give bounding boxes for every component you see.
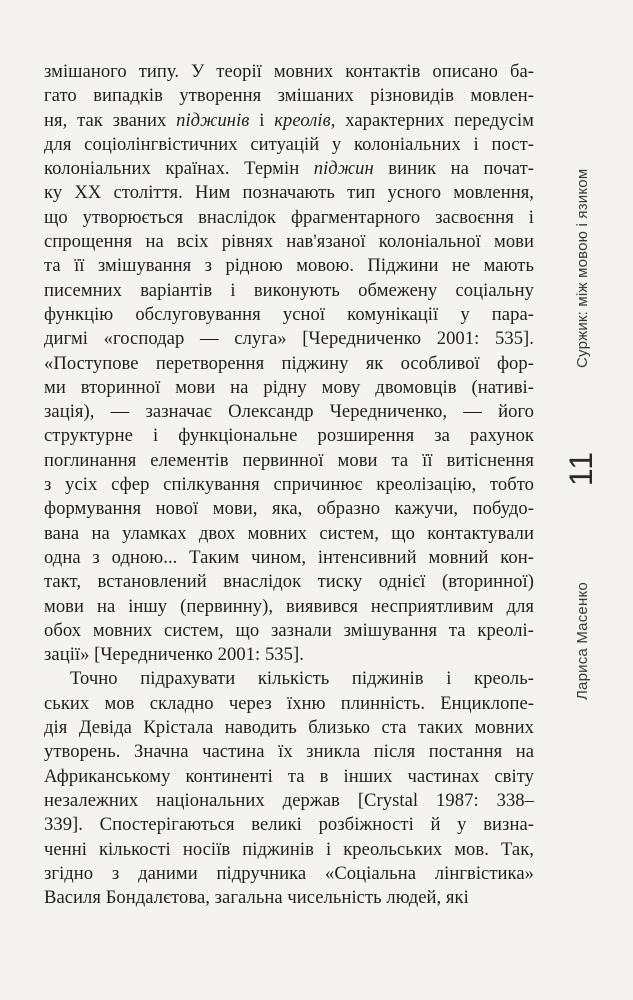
text-run: для соціолінгвістичних ситуацій у колоніальних і пост-	[44, 133, 534, 155]
text-run: «Поступове перетворення піджину як особливої фор-	[44, 352, 534, 374]
text-line	[44, 473, 534, 497]
text-line	[44, 157, 534, 181]
page-number: 11	[563, 450, 600, 487]
text-line	[44, 352, 534, 376]
text-line	[44, 886, 534, 910]
italic-term: піджин	[313, 158, 374, 180]
text-line	[44, 279, 534, 303]
text-run: обох мовних систем, що зазнали змішування та креолі-	[44, 619, 534, 641]
text-line	[44, 109, 534, 133]
text-line	[44, 692, 534, 716]
text-run: зації» [Чередниченко 2001: 535].	[44, 644, 304, 666]
paragraph	[44, 667, 534, 910]
text-line	[44, 230, 534, 254]
text-line	[44, 740, 534, 764]
text-run: ку XX століття. Ним позначають тип усного мовлення,	[44, 182, 534, 204]
text-run: дигмі «господар — слуга» [Чередниченко 2001: 535].	[44, 328, 534, 350]
text-run: одна з одною... Таким чином, інтенсивний мовний кон-	[44, 546, 534, 568]
text-run: поглинання елементів первинної мови та її витіснення	[44, 449, 534, 471]
text-run: та її змішування з рідною мовою. Піджини не мають	[44, 255, 534, 277]
italic-term: креолів	[274, 109, 331, 131]
text-line	[44, 254, 534, 278]
text-line	[44, 60, 534, 84]
text-line	[44, 133, 534, 157]
text-line	[44, 497, 534, 521]
text-line	[44, 449, 534, 473]
paragraph	[44, 60, 534, 667]
text-run: функцію обслуговування усної комунікації у пара-	[44, 303, 534, 325]
text-line	[44, 667, 534, 691]
text-line	[44, 546, 534, 570]
text-line	[44, 862, 534, 886]
text-run: дія Девіда Крістала наводить близько ста таких мовних	[44, 717, 534, 739]
text-run: що утворюється внаслідок фрагментарного засвоєння і	[44, 206, 534, 228]
italic-term: піджинів	[176, 109, 250, 131]
text-run: спрощення на всіх рівнях нав'язаної колоніальної мови	[44, 231, 534, 253]
text-line	[44, 643, 534, 667]
text-line	[44, 400, 534, 424]
text-run: структурне і функціональне розширення за рахунок	[44, 425, 534, 447]
text-run: 339]. Спостерігаються великі розбіжності й у визна-	[44, 814, 534, 836]
text-run: ми вторинної мови на рідну мову двомовців (нативі-	[44, 376, 534, 398]
text-run: ченні кількості носіїв піджинів і креольських мов. Так,	[44, 838, 534, 860]
author-name: Лариса Масенко	[574, 582, 591, 700]
text-run: , характерних передусім	[330, 109, 534, 131]
text-line	[44, 838, 534, 862]
text-line	[44, 570, 534, 594]
page-number-box	[563, 430, 604, 510]
text-run: незалежних національних держав [Crystal 1987: 338–	[44, 789, 534, 811]
text-run: писемних варіантів і виконують обмежену соціальну	[44, 279, 534, 301]
text-line	[44, 595, 534, 619]
text-run: Африканському континенті та в інших частинах світу	[44, 765, 534, 787]
text-line	[44, 327, 534, 351]
book-title: Суржик: між мовою і язиком	[574, 168, 591, 368]
text-line	[44, 84, 534, 108]
text-run: змішаного типу. У теорії мовних контактів описано ба-	[44, 61, 534, 82]
text-line	[44, 716, 534, 740]
text-line	[44, 789, 534, 813]
text-run: і	[249, 109, 275, 131]
body-text	[44, 60, 534, 910]
text-line	[44, 619, 534, 643]
text-run: утворень. Значна частина їх зникла після постання на	[44, 741, 534, 763]
text-line	[44, 181, 534, 205]
text-run: колоніальних країнах. Термін	[44, 158, 314, 180]
text-run: згідно з даними підручника «Соціальна лінгвістика»	[44, 862, 534, 884]
text-line	[44, 303, 534, 327]
text-run: Точно підрахувати кількість піджинів і креоль-	[70, 668, 534, 690]
text-run: мови на іншу (первинну), виявився несприятливим для	[44, 595, 534, 617]
text-line	[44, 522, 534, 546]
text-run: ських мов складно через їхню плинність. Енциклопе-	[44, 692, 534, 714]
text-line	[44, 813, 534, 837]
text-line	[44, 376, 534, 400]
text-line	[44, 424, 534, 448]
text-run: Василя Бондалєтова, загальна чисельність людей, які	[44, 887, 469, 909]
text-run: з усіх сфер спілкування спричинює креолізацію, тобто	[44, 474, 534, 496]
text-run: такт, встановлений внаслідок тиску однієї (вторинної)	[44, 571, 534, 593]
text-line	[44, 206, 534, 230]
text-run: вана на уламках двох мовних систем, що контактували	[44, 522, 534, 544]
text-run: ня, так званих	[44, 109, 177, 131]
text-run: формування нової мови, яка, образно кажучи, побудо-	[44, 498, 534, 520]
text-run: виник на почат-	[373, 158, 534, 180]
text-run: гато випадків утворення змішаних різновидів мовлен-	[44, 85, 534, 107]
text-run: зація), — зазначає Олександр Чередниченко, — його	[44, 401, 534, 423]
text-line	[44, 765, 534, 789]
